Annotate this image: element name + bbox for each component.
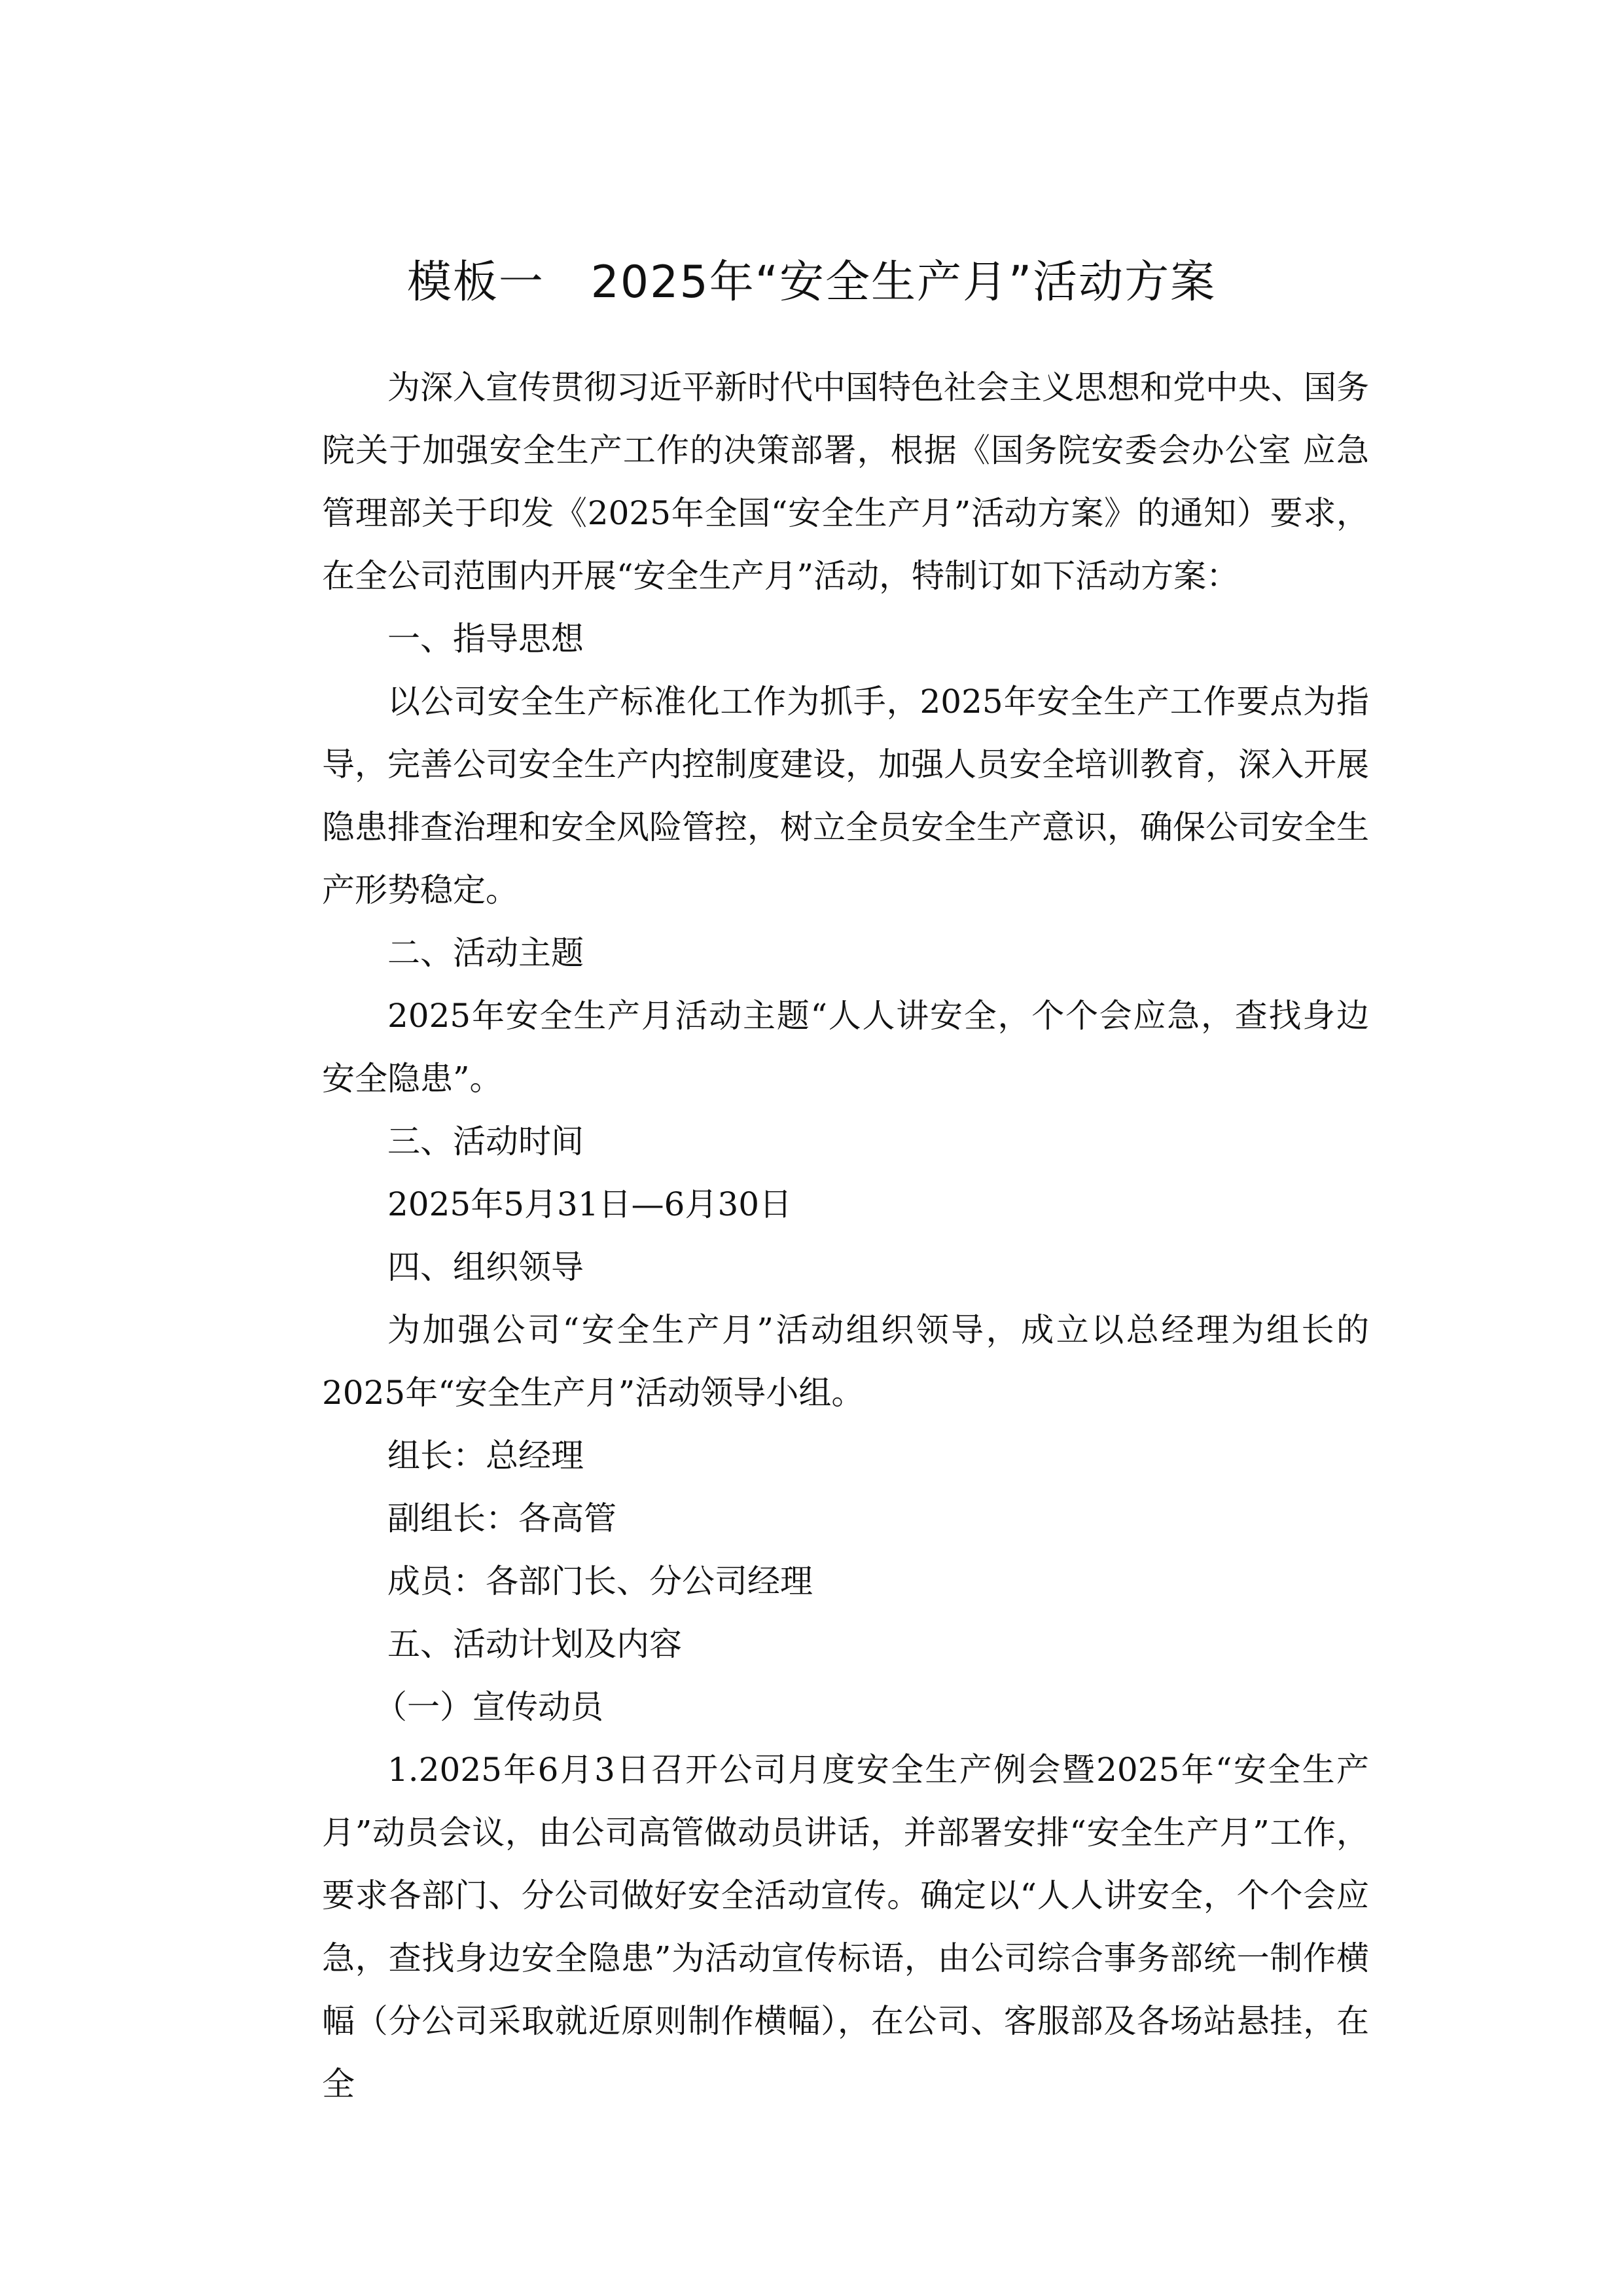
activity-theme-paragraph: 2025年安全生产月活动主题“人人讲安全，个个会应急，查找身边安全隐患”。 bbox=[322, 997, 1369, 1098]
organization-paragraph: 为加强公司“安全生产月”活动组织领导，成立以总经理为组长的2025年“安全生产月”活动领导小组。 bbox=[322, 1311, 1369, 1412]
document-title: 模板一 2025年“安全生产月”活动方案 bbox=[406, 257, 1217, 308]
guiding-ideology-paragraph: 以公司安全生产标准化工作为抓手，2025年安全生产工作要点为指导，完善公司安全生产内控制度建设，加强人员安全培训教育，深入开展隐患排查治理和安全风险管控，树立全员安全生产意识，确保公司安全生产形势稳定。 bbox=[322, 683, 1369, 909]
leader-line: 组长：总经理 bbox=[387, 1437, 584, 1475]
members-line: 成员：各部门长、分公司经理 bbox=[387, 1562, 813, 1600]
section-heading-activity-time: 三、活动时间 bbox=[387, 1122, 584, 1160]
section-heading-activity-theme: 二、活动主题 bbox=[387, 934, 584, 972]
section-heading-plan-content: 五、活动计划及内容 bbox=[387, 1625, 682, 1663]
activity-time-text: 2025年5月31日—6月30日 bbox=[387, 1185, 793, 1223]
subsection-heading-publicity: （一）宣传动员 bbox=[374, 1688, 603, 1726]
section-heading-guiding-ideology: 一、指导思想 bbox=[387, 620, 584, 658]
deputy-leader-line: 副组长：各高管 bbox=[387, 1499, 616, 1537]
section-heading-organization: 四、组织领导 bbox=[387, 1248, 584, 1286]
document-body bbox=[322, 356, 1369, 2115]
intro-paragraph: 为深入宣传贯彻习近平新时代中国特色社会主义思想和党中央、国务院关于加强安全生产工作的决策部署，根据《国务院安委会办公室 应急管理部关于印发《2025年全国“安全生产月”活动方案》的通知）要求，在全公司范围内开展“安全生产月”活动，特制订如下活动方案： bbox=[322, 368, 1369, 595]
publicity-item-1-paragraph: 1.2025年6月3日召开公司月度安全生产例会暨2025年“安全生产月”动员会议，由公司高管做动员讲话，并部署安排“安全生产月”工作，要求各部门、分公司做好安全活动宣传。确定以“人人讲安全，个个会应急，查找身边安全隐患”为活动宣传标语，由公司综合事务部统一制作横幅（分公司采取就近原则制作横幅），在公司、客服部及各场站悬挂，在全 bbox=[322, 1751, 1369, 2103]
